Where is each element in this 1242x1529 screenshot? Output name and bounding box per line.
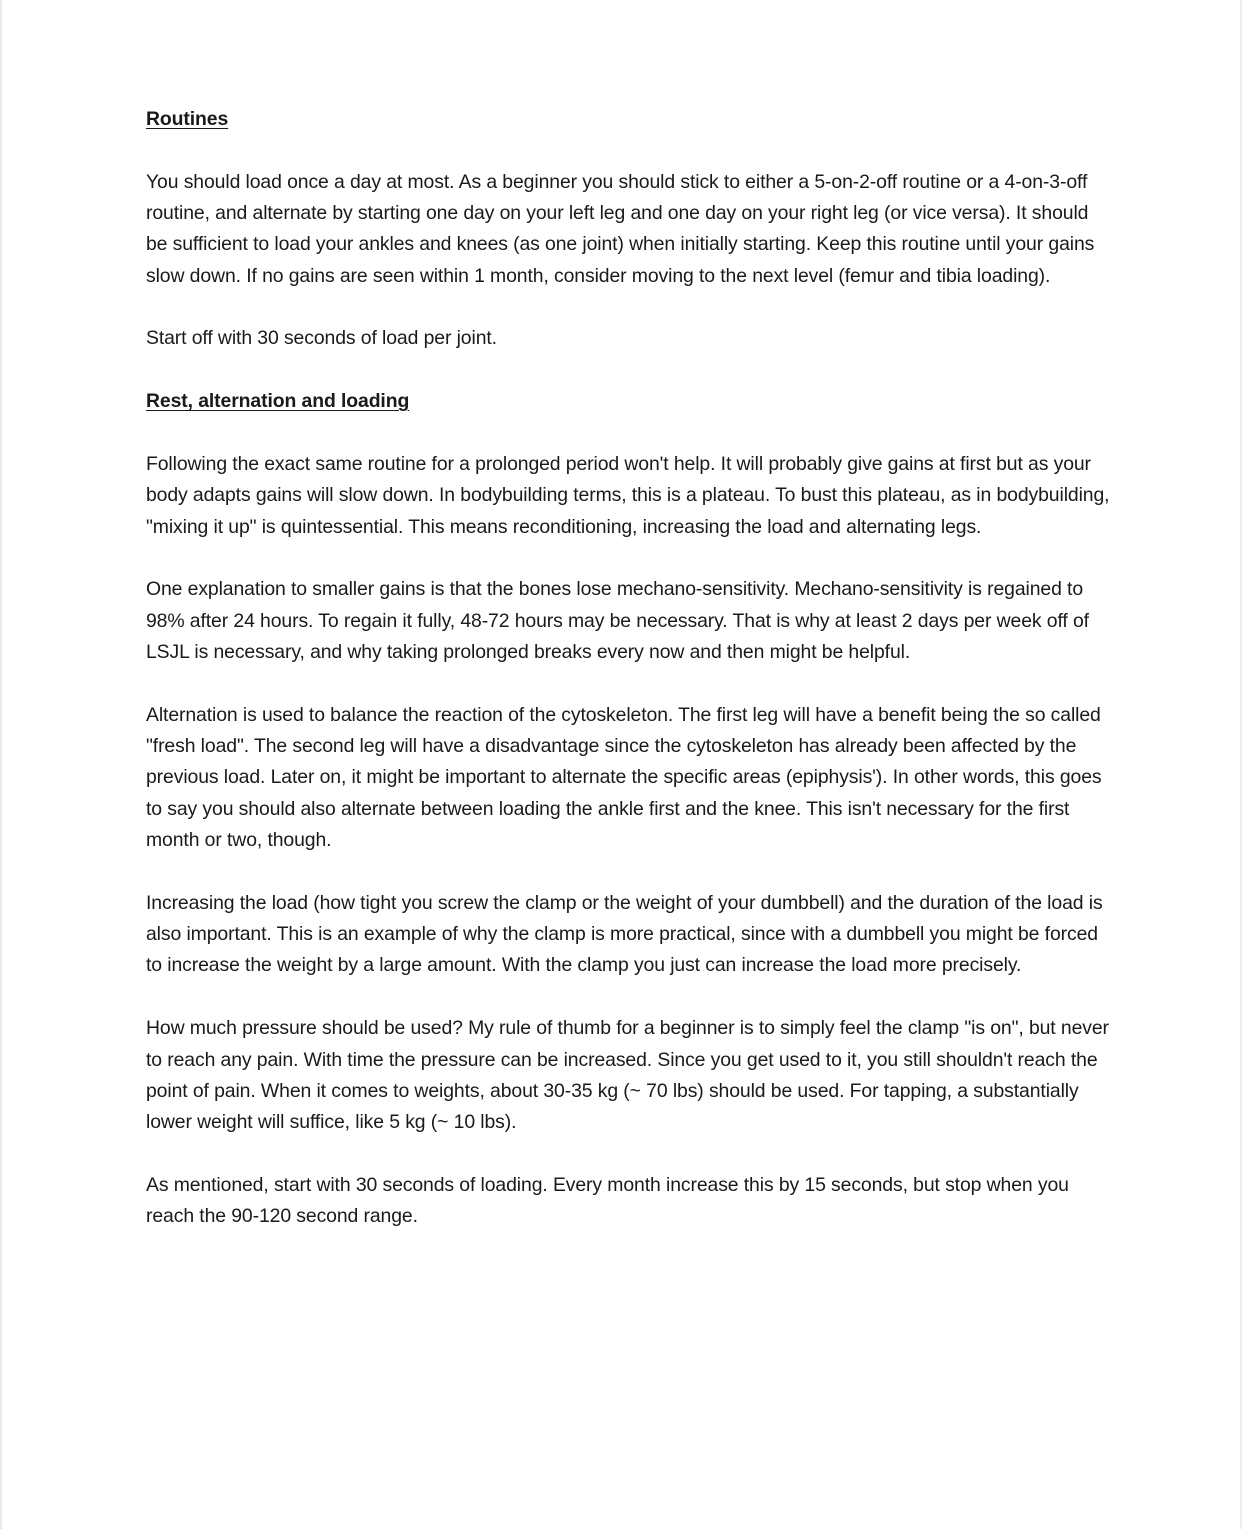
spacer — [146, 982, 1111, 1014]
spacer — [146, 1138, 1111, 1170]
paragraph-mechano-sensitivity: One explanation to smaller gains is that the bones lose mechano-sensitivity. Mechano-sensitivity is regained to 98% after 24 hours. To regain it fully, 48-72 hours may be necessary. That is why at least 2 days per week off of LSJL is necessary, and why taking prolonged breaks every now and then might be helpful. — [146, 578, 1089, 664]
document-body — [146, 104, 1111, 1233]
paragraph-routines-intro: You should load once a day at most. As a beginner you should stick to either a 5-on-2-off routine or a 4-on-3-off routine, and alternate by starting one day on your left leg and one day on your right leg (or vice versa). It should be sufficient to load your ankles and knees (as one joint) when initially starting. Keep this routine until your gains slow down. If no gains are seen within 1 month, consider moving to the next level (femur and tibia loading). — [146, 170, 1095, 287]
spacer — [146, 292, 1111, 324]
spacer — [146, 856, 1111, 888]
heading-routines: Routines — [146, 108, 229, 130]
paragraph-increasing-load: Increasing the load (how tight you screw the clamp or the weight of your dumbbell) and the duration of the load is also important. This is an example of why the clamp is more practical, since with a dumbbell you might be forced to increase the weight by a large amount. With the clamp you just can increase the load more precisely. — [146, 891, 1103, 977]
paragraph-alternation: Alternation is used to balance the reaction of the cytoskeleton. The first leg will have a benefit being the so called "fresh load". The second leg will have a disadvantage since the cytoskeleton has already been affected by the previous load. Later on, it might be important to alternate the specific areas (epiphysis'). In other words, this goes to say you should also alternate between loading the ankle first and the knee. This isn't necessary for the first month or two, though. — [146, 703, 1102, 852]
heading-rest-alternation-loading: Rest, alternation and loading — [146, 390, 410, 413]
paragraph-duration: As mentioned, start with 30 seconds of loading. Every month increase this by 15 seconds, but stop when you reach the 90-120 second range. — [146, 1173, 1069, 1228]
spacer — [146, 135, 1111, 167]
page-edge-left — [0, 0, 2, 1529]
spacer — [146, 355, 1111, 387]
paragraph-plateau: Following the exact same routine for a prolonged period won't help. It will probably give gains at first but as your body adapts gains will slow down. In bodybuilding terms, this is a plateau. To bust this plateau, as in bodybuilding, "mixing it up" is quintessential. This means reconditioning, increasing the load and alternating legs. — [146, 453, 1110, 538]
spacer — [146, 543, 1111, 575]
spacer — [146, 668, 1111, 700]
paragraph-start-off: Start off with 30 seconds of load per joint. — [146, 327, 497, 350]
paragraph-pressure: How much pressure should be used? My rule of thumb for a beginner is to simply feel the clamp "is on", but never to reach any pain. With time the pressure can be increased. Since you get used to it, you still shouldn't reach the point of pain. When it comes to weights, about 30-35 kg (~ 70 lbs) should be used. For tapping, a substantially lower weight will suffice, like 5 kg (~ 10 lbs). — [146, 1017, 1109, 1134]
spacer — [146, 418, 1111, 450]
